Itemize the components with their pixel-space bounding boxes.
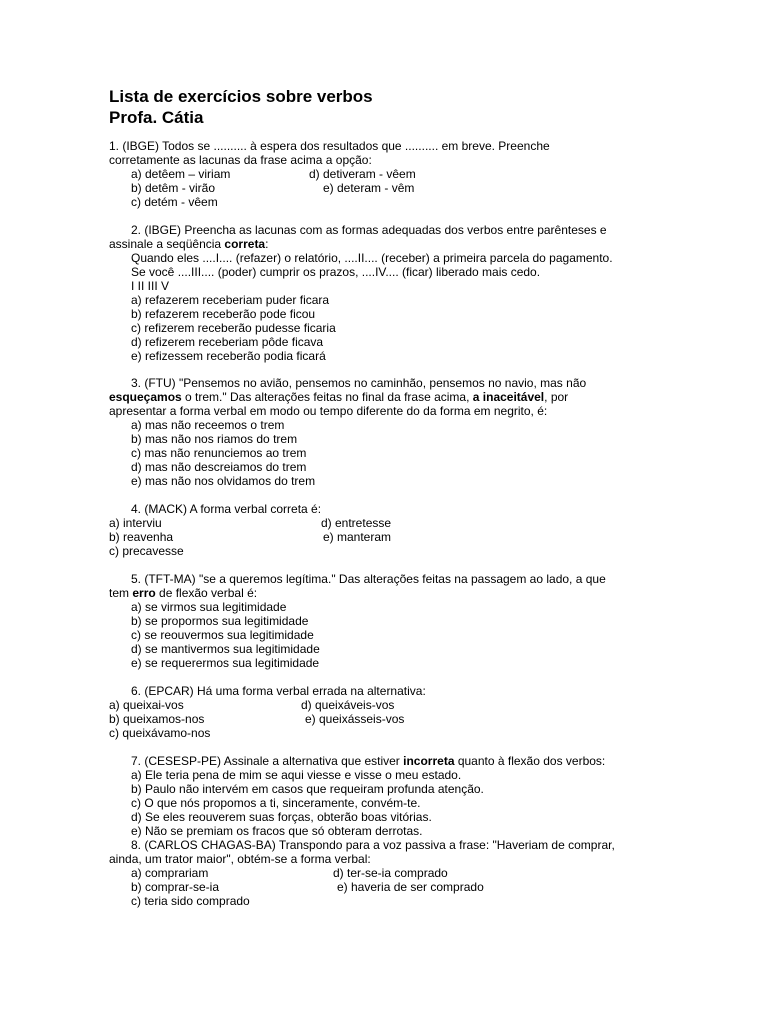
stem-text: assinale a seqüência xyxy=(109,237,225,251)
question-2-sentence-2: Se você ....III.... (poder) cumprir os prazos, ....IV.... (ficar) liberado mais cedo. xyxy=(131,265,541,279)
question-5-option-b: b) se propormos sua legitimidade xyxy=(131,614,309,628)
question-5-option-d: d) se mantivermos sua legitimidade xyxy=(131,642,320,656)
question-2-option-e: e) refizessem receberão podia ficará xyxy=(131,349,326,363)
question-2-option-b: b) refazerem receberão pode ficou xyxy=(131,307,316,321)
document-header xyxy=(109,86,373,128)
stem-text: 7. (CESESP-PE) Assinale a alternativa que estiver xyxy=(131,754,404,768)
question-5 xyxy=(109,572,669,670)
question-4-option-a: a) interviu xyxy=(109,516,162,530)
question-6-option-c: c) queixávamo-nos xyxy=(109,726,211,740)
question-8-stem-line-1: 8. (CARLOS CHAGAS-BA) Transpondo para a voz passiva a frase: "Haveriam de comprar, xyxy=(131,838,615,852)
question-3-option-b: b) mas não nos riamos do trem xyxy=(131,432,298,446)
question-3-stem-line-1: 3. (FTU) "Pensemos no avião, pensemos no caminhão, pensemos no navio, mas não xyxy=(131,376,587,390)
question-6 xyxy=(109,684,669,740)
question-7-option-e: e) Não se premiam os fracos que só obteram derrotas. xyxy=(131,824,423,838)
question-1 xyxy=(109,139,669,209)
question-6-option-a: a) queixai-vos xyxy=(109,698,184,712)
question-4-option-e: e) manteram xyxy=(323,530,392,544)
stem-emphasis: esqueçamos xyxy=(109,390,182,404)
page-title: Lista de exercícios sobre verbos xyxy=(109,87,373,106)
stem-text: de flexão verbal é: xyxy=(155,586,258,600)
page-subtitle: Profa. Cátia xyxy=(109,108,204,127)
question-6-option-b: b) queixamos-nos xyxy=(109,712,205,726)
option-row xyxy=(109,866,669,880)
question-7-option-a: a) Ele teria pena de mim se aqui viesse e visse o meu estado. xyxy=(131,768,462,782)
question-8-option-d: d) ter-se-ia comprado xyxy=(333,866,448,880)
stem-emphasis: a inaceitável xyxy=(472,390,545,404)
stem-text: , por xyxy=(544,390,569,404)
question-2-option-c: c) refizerem receberão pudesse ficaria xyxy=(131,321,336,335)
question-2-stem-line-1: 2. (IBGE) Preencha as lacunas com as formas adequadas dos verbos entre parênteses e xyxy=(131,223,607,237)
question-3-option-e: e) mas não nos olvidamos do trem xyxy=(131,474,316,488)
question-3-stem-line-2 xyxy=(109,390,669,404)
question-4-stem-line-1: 4. (MACK) A forma verbal correta é: xyxy=(131,502,322,516)
stem-text: quanto à flexão dos verbos: xyxy=(454,754,606,768)
option-row xyxy=(109,712,669,726)
question-7-option-d: d) Se eles reouverem suas forças, obterão boas vitórias. xyxy=(131,810,432,824)
question-3-option-a: a) mas não receemos o trem xyxy=(131,418,285,432)
question-3-stem-line-3: apresentar a forma verbal em modo ou tempo diferente do da forma em negrito, é: xyxy=(109,404,548,418)
question-1-stem-line-1: 1. (IBGE) Todos se .......... à espera dos resultados que .......... em breve. Preenche xyxy=(109,139,550,153)
question-3-option-c: c) mas não renunciemos ao trem xyxy=(131,446,307,460)
question-1-option-e: e) deteram - vêm xyxy=(323,181,415,195)
question-8-option-e: e) haveria de ser comprado xyxy=(337,880,484,894)
option-row xyxy=(109,530,669,544)
question-6-option-d: d) queixáveis-vos xyxy=(301,698,395,712)
option-row xyxy=(109,516,669,530)
stem-emphasis: erro xyxy=(132,586,156,600)
question-4-option-b: b) reavenha xyxy=(109,530,174,544)
question-8-option-b: b) comprar-se-ia xyxy=(131,880,220,894)
question-6-option-e: e) queixásseis-vos xyxy=(305,712,405,726)
question-2-roman-header: I II III V xyxy=(131,279,170,293)
question-3-option-d: d) mas não descreiamos do trem xyxy=(131,460,307,474)
question-1-stem-line-2: corretamente as lacunas da frase acima a opção: xyxy=(109,153,372,167)
question-1-option-d: d) detiveram - vêem xyxy=(309,167,416,181)
question-5-option-e: e) se requerermos sua legitimidade xyxy=(131,656,320,670)
question-8-stem-line-2: ainda, um trator maior", obtém-se a forma verbal: xyxy=(109,852,371,866)
question-7-stem-line-1 xyxy=(109,754,669,768)
stem-text: o trem." Das alterações feitas no final da frase acima, xyxy=(181,390,473,404)
question-4-option-d: d) entretesse xyxy=(321,516,392,530)
question-2 xyxy=(109,223,669,363)
option-row xyxy=(109,167,669,181)
question-8 xyxy=(109,838,669,908)
question-3 xyxy=(109,376,669,488)
stem-text: : xyxy=(265,237,269,251)
question-8-option-c: c) teria sido comprado xyxy=(131,894,250,908)
question-2-option-d: d) refizerem receberiam pôde ficava xyxy=(131,335,324,349)
option-row xyxy=(109,181,669,195)
stem-emphasis: incorreta xyxy=(403,754,455,768)
question-6-stem-line-1: 6. (EPCAR) Há uma forma verbal errada na alternativa: xyxy=(131,684,426,698)
question-5-option-c: c) se reouvermos sua legitimidade xyxy=(131,628,314,642)
question-7 xyxy=(109,754,669,838)
stem-emphasis: correta xyxy=(224,237,266,251)
question-7-option-c: c) O que nós propomos a ti, sinceramente, convém-te. xyxy=(131,796,421,810)
question-1-option-c: c) detém - vêem xyxy=(131,195,218,209)
question-8-option-a: a) comprariam xyxy=(131,866,209,880)
question-4 xyxy=(109,502,669,558)
question-1-option-b: b) detêm - virão xyxy=(131,181,216,195)
option-row xyxy=(109,880,669,894)
question-2-sentence-1: Quando eles ....I.... (refazer) o relatório, ....II.... (receber) a primeira parcela do pagamento. xyxy=(131,251,613,265)
question-5-option-a: a) se virmos sua legitimidade xyxy=(131,600,287,614)
question-7-option-b: b) Paulo não intervém em casos que requeiram profunda atenção. xyxy=(131,782,484,796)
question-5-stem-line-2 xyxy=(109,586,669,600)
stem-text: tem xyxy=(109,586,133,600)
question-5-stem-line-1: 5. (TFT-MA) "se a queremos legítima." Das alterações feitas na passagem ao lado, a que xyxy=(131,572,606,586)
question-4-option-c: c) precavesse xyxy=(109,544,184,558)
question-2-option-a: a) refazerem receberiam puder ficara xyxy=(131,293,330,307)
question-1-option-a: a) detêem – viriam xyxy=(131,167,231,181)
option-row xyxy=(109,698,669,712)
question-2-stem-line-2 xyxy=(109,237,669,251)
